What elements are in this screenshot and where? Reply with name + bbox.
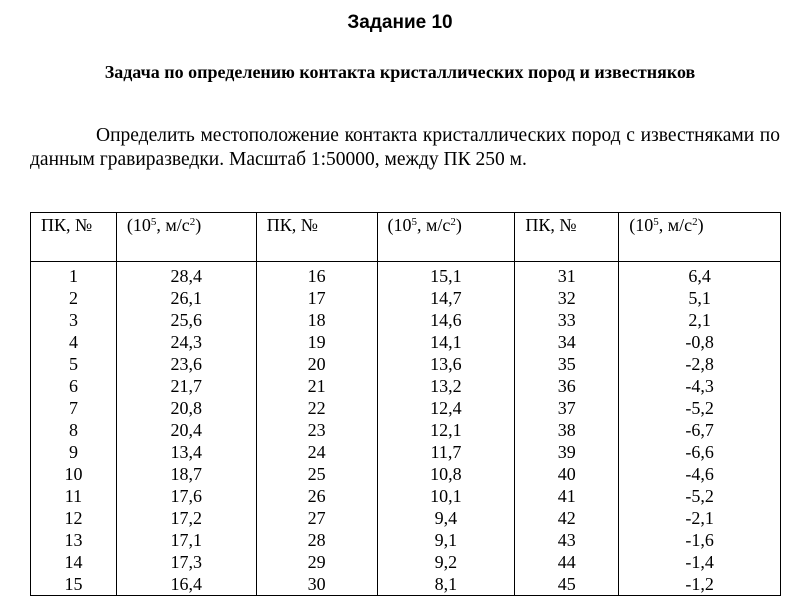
pk-cell: 3 <box>31 309 117 331</box>
pk-cell: 38 <box>515 419 619 441</box>
value-cell: -4,3 <box>619 375 781 397</box>
pk-cell: 12 <box>31 507 117 529</box>
pk-cell: 16 <box>256 262 377 288</box>
value-cell: -1,4 <box>619 551 781 573</box>
pk-cell: 24 <box>256 441 377 463</box>
pk-cell: 27 <box>256 507 377 529</box>
value-cell: 9,1 <box>377 529 515 551</box>
pk-cell: 17 <box>256 287 377 309</box>
pk-cell: 22 <box>256 397 377 419</box>
value-cell: 13,2 <box>377 375 515 397</box>
table-row <box>31 529 781 551</box>
value-cell: 10,1 <box>377 485 515 507</box>
table-row <box>31 287 781 309</box>
value-cell: 9,2 <box>377 551 515 573</box>
value-cell: 2,1 <box>619 309 781 331</box>
value-cell: -5,2 <box>619 397 781 419</box>
value-cell: -1,6 <box>619 529 781 551</box>
pk-cell: 11 <box>31 485 117 507</box>
pk-cell: 7 <box>31 397 117 419</box>
table-row <box>31 507 781 529</box>
value-cell: 16,4 <box>116 573 256 596</box>
value-cell: 12,4 <box>377 397 515 419</box>
value-cell: 17,3 <box>116 551 256 573</box>
pk-cell: 32 <box>515 287 619 309</box>
pk-cell: 39 <box>515 441 619 463</box>
value-cell: -0,8 <box>619 331 781 353</box>
pk-cell: 5 <box>31 353 117 375</box>
gravity-data-table <box>30 212 781 596</box>
value-cell: -1,2 <box>619 573 781 596</box>
pk-cell: 1 <box>31 262 117 288</box>
pk-cell: 45 <box>515 573 619 596</box>
value-cell: 23,6 <box>116 353 256 375</box>
value-cell: 20,8 <box>116 397 256 419</box>
pk-cell: 4 <box>31 331 117 353</box>
value-cell: 10,8 <box>377 463 515 485</box>
problem-description: Определить местоположение контакта кристаллических пород с известняками по данным гравиразведки. Масштаб 1:50000, между ПК 250 м. <box>30 125 780 170</box>
table-body <box>31 262 781 596</box>
value-cell: 14,6 <box>377 309 515 331</box>
value-cell: 15,1 <box>377 262 515 288</box>
value-cell: -2,8 <box>619 353 781 375</box>
pk-cell: 43 <box>515 529 619 551</box>
table-row <box>31 331 781 353</box>
value-cell: 28,4 <box>116 262 256 288</box>
pk-cell: 23 <box>256 419 377 441</box>
value-cell: 8,1 <box>377 573 515 596</box>
value-cell: 12,1 <box>377 419 515 441</box>
value-cell: 24,3 <box>116 331 256 353</box>
pk-cell: 40 <box>515 463 619 485</box>
value-cell: 20,4 <box>116 419 256 441</box>
value-cell: 17,2 <box>116 507 256 529</box>
pk-cell: 18 <box>256 309 377 331</box>
pk-cell: 34 <box>515 331 619 353</box>
header-value-1: ($10^5$, $м/с^2$) <box>116 213 256 262</box>
header-value-2: ($10^5$, $м/с^2$) <box>377 213 515 262</box>
pk-cell: 44 <box>515 551 619 573</box>
pk-cell: 2 <box>31 287 117 309</box>
value-cell: 18,7 <box>116 463 256 485</box>
pk-cell: 36 <box>515 375 619 397</box>
pk-cell: 35 <box>515 353 619 375</box>
value-cell: 9,4 <box>377 507 515 529</box>
value-cell: 11,7 <box>377 441 515 463</box>
table-row <box>31 309 781 331</box>
value-cell: -2,1 <box>619 507 781 529</box>
value-cell: 17,1 <box>116 529 256 551</box>
pk-cell: 6 <box>31 375 117 397</box>
pk-cell: 33 <box>515 309 619 331</box>
task-title: Задание 10 <box>347 12 453 33</box>
value-cell: 21,7 <box>116 375 256 397</box>
table-row <box>31 397 781 419</box>
value-cell: 14,1 <box>377 331 515 353</box>
table-row <box>31 353 781 375</box>
value-cell: -6,6 <box>619 441 781 463</box>
pk-cell: 42 <box>515 507 619 529</box>
pk-cell: 25 <box>256 463 377 485</box>
pk-cell: 21 <box>256 375 377 397</box>
pk-cell: 13 <box>31 529 117 551</box>
pk-cell: 37 <box>515 397 619 419</box>
value-cell: 13,4 <box>116 441 256 463</box>
value-cell: 17,6 <box>116 485 256 507</box>
table-row <box>31 441 781 463</box>
pk-cell: 15 <box>31 573 117 596</box>
pk-cell: 9 <box>31 441 117 463</box>
value-cell: 26,1 <box>116 287 256 309</box>
table-row <box>31 375 781 397</box>
problem-subtitle: Задача по определению контакта кристаллических пород и известняков <box>104 62 696 82</box>
pk-cell: 41 <box>515 485 619 507</box>
value-cell: -4,6 <box>619 463 781 485</box>
pk-cell: 8 <box>31 419 117 441</box>
header-pk-1: ПК, № <box>31 213 117 262</box>
value-cell: 6,4 <box>619 262 781 288</box>
pk-cell: 10 <box>31 463 117 485</box>
value-cell: -6,7 <box>619 419 781 441</box>
value-cell: 5,1 <box>619 287 781 309</box>
header-value-3: ($10^5$, $м/с^2$) <box>619 213 781 262</box>
pk-cell: 14 <box>31 551 117 573</box>
value-cell: 25,6 <box>116 309 256 331</box>
pk-cell: 30 <box>256 573 377 596</box>
pk-cell: 19 <box>256 331 377 353</box>
header-pk-2: ПК, № <box>256 213 377 262</box>
table-row <box>31 463 781 485</box>
pk-cell: 28 <box>256 529 377 551</box>
pk-cell: 20 <box>256 353 377 375</box>
table-header-row <box>31 213 781 262</box>
pk-cell: 31 <box>515 262 619 288</box>
table-row <box>31 262 781 288</box>
table-row <box>31 551 781 573</box>
pk-cell: 26 <box>256 485 377 507</box>
table-row <box>31 485 781 507</box>
value-cell: 13,6 <box>377 353 515 375</box>
value-cell: -5,2 <box>619 485 781 507</box>
header-pk-3: ПК, № <box>515 213 619 262</box>
table-row <box>31 419 781 441</box>
table-row <box>31 573 781 596</box>
value-cell: 14,7 <box>377 287 515 309</box>
pk-cell: 29 <box>256 551 377 573</box>
